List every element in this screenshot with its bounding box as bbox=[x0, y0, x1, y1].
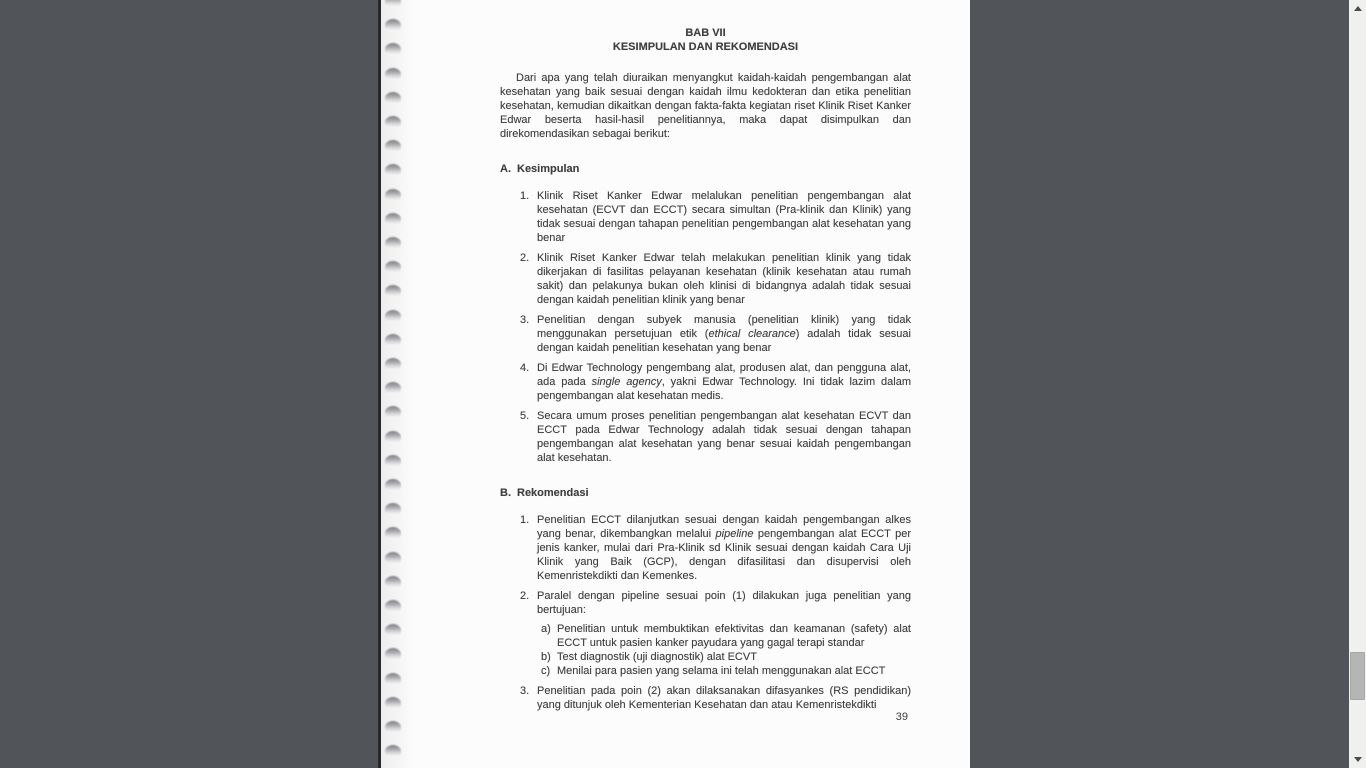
section-marker: B. bbox=[500, 487, 511, 499]
text: pengembangan alat ECCT per jenis kanker, mulai dari Pra-Klinik sd Klinik sesuai dengan kaidah Cara Uji Klinik yang Baik (GCP), dengan difasilitasi dan disupervisi oleh Kemenristekdikti dan Kemenkes. bbox=[537, 528, 912, 582]
document-page bbox=[378, 0, 970, 768]
list-item bbox=[520, 189, 911, 245]
item-marker: 3. bbox=[520, 314, 530, 326]
chapter-heading bbox=[500, 26, 911, 54]
section-items bbox=[520, 189, 911, 465]
binding-hole bbox=[385, 576, 401, 589]
binding-hole bbox=[385, 455, 401, 468]
binding-hole bbox=[385, 358, 401, 371]
binding-hole bbox=[385, 431, 401, 444]
section-marker: A. bbox=[500, 163, 511, 175]
italic-text: ethical clearance bbox=[708, 328, 796, 340]
sub-list-item bbox=[541, 622, 911, 650]
item-marker: 2. bbox=[520, 590, 530, 602]
text: Penelitian untuk membuktikan efektivitas dan keamanan (safety) alat ECCT untuk pasien kanker payudara yang gagal terapi standar bbox=[557, 623, 911, 649]
item-marker: 1. bbox=[520, 514, 530, 526]
text: ) adalah tidak sesuai dengan kaidah penelitian kesehatan yang benar bbox=[537, 328, 911, 354]
text: Test diagnostik (uji diagnostik) alat ECVT bbox=[557, 651, 757, 663]
page-content bbox=[500, 0, 911, 712]
item-text bbox=[537, 684, 911, 712]
binding-holes bbox=[381, 0, 411, 768]
italic-text: pipeline bbox=[715, 528, 754, 540]
binding-hole bbox=[385, 624, 401, 637]
binding-hole bbox=[385, 503, 401, 516]
sub-list bbox=[541, 622, 911, 678]
item-marker: 4. bbox=[520, 362, 530, 374]
sub-item-text bbox=[557, 650, 911, 664]
binding-hole bbox=[385, 285, 401, 298]
binding-hole bbox=[385, 479, 401, 492]
sections bbox=[500, 162, 911, 712]
item-marker: 3. bbox=[520, 685, 530, 697]
sub-item-text bbox=[557, 664, 911, 678]
binding-hole bbox=[385, 600, 401, 613]
triangle-up-icon bbox=[1354, 6, 1362, 11]
intro-paragraph: Dari apa yang telah diuraikan menyangkut kaidah-kaidah pengembangan alat kesehatan yang baik sesuai dengan kaidah ilmu kedokteran dan etika penelitian kesehatan, kemudian dikaitkan dengan fakta-fakta kegiatan riset Klinik Riset Kanker Edwar beserta hasil-hasil penelitiannya, maka dapat disimpulkan dan direkomendasikan sebagai berikut: bbox=[500, 72, 911, 140]
text: , yakni Edwar Technology. Ini tidak lazim dalam pengembangan alat kesehatan medis. bbox=[537, 376, 912, 402]
text: Di Edwar Technology pengembang alat, produsen alat, dan pengguna alat, ada pada bbox=[537, 362, 911, 388]
list-item bbox=[520, 251, 911, 307]
text: Klinik Riset Kanker Edwar telah melakukan penelitian klinik yang tidak dikerjakan di fasilitas pelayanan kesehatan (klinik kesehatan atau rumah sakit) dan pelakunya bukan oleh klinisi di bidangnya adalah tidak sesuai dengan kaidah penelitian klinik yang benar bbox=[537, 252, 911, 306]
binding-hole bbox=[385, 68, 401, 81]
sub-item-marker: a) bbox=[541, 623, 551, 635]
list-item bbox=[520, 684, 911, 712]
section-heading bbox=[500, 162, 911, 176]
binding-hole bbox=[385, 648, 401, 661]
item-text bbox=[537, 313, 911, 355]
binding-hole bbox=[385, 164, 401, 177]
section-title: Kesimpulan bbox=[517, 163, 580, 175]
list-item bbox=[520, 361, 911, 403]
binding-hole bbox=[385, 116, 401, 129]
text: Penelitian ECCT dilanjutkan sesuai dengan kaidah pengembangan alkes yang benar, dikembangkan melalui bbox=[537, 514, 911, 540]
text: Penelitian pada poin (2) akan dilaksanakan difasyankes (RS pendidikan) yang ditunjuk oleh Kementerian Kesehatan dan atau Kemenristekdikti bbox=[537, 685, 911, 711]
vertical-scrollbar[interactable] bbox=[1349, 0, 1366, 768]
item-text bbox=[537, 361, 911, 403]
list-item bbox=[520, 513, 911, 583]
binding-hole bbox=[385, 673, 401, 686]
item-marker: 1. bbox=[520, 190, 530, 202]
binding-hole bbox=[385, 382, 401, 395]
binding-hole bbox=[385, 189, 401, 202]
item-marker: 5. bbox=[520, 410, 530, 422]
binding-hole bbox=[385, 721, 401, 734]
list-item bbox=[520, 409, 911, 465]
binding-hole bbox=[385, 552, 401, 565]
binding-hole bbox=[385, 92, 401, 105]
scroll-down-button[interactable] bbox=[1349, 751, 1366, 768]
text: Menilai para pasien yang selama ini telah menggunakan alat ECCT bbox=[557, 665, 886, 677]
text: Paralel dengan pipeline sesuai poin (1) dilakukan juga penelitian yang bertujuan: bbox=[537, 590, 911, 616]
chapter-number: BAB VII bbox=[685, 27, 726, 39]
section-kesimpulan bbox=[500, 162, 911, 465]
text: Secara umum proses penelitian pengembangan alat kesehatan ECVT dan ECCT pada Edwar Technology adalah tidak sesuai dengan tahapan pengembangan alat kesehatan yang benar sesuai kaidah pengembangan alat kesehatan. bbox=[537, 410, 911, 464]
binding-hole bbox=[385, 0, 401, 8]
section-heading bbox=[500, 486, 911, 500]
triangle-down-icon bbox=[1354, 757, 1362, 762]
binding-hole bbox=[385, 237, 401, 250]
binding-hole bbox=[385, 43, 401, 56]
text: Penelitian dengan subyek manusia (penelitian klinik) yang tidak menggunakan persetujuan etik ( bbox=[537, 314, 911, 340]
binding-hole bbox=[385, 697, 401, 710]
binding-hole bbox=[385, 334, 401, 347]
binding-hole bbox=[385, 527, 401, 540]
binding-hole bbox=[385, 140, 401, 153]
item-marker: 2. bbox=[520, 252, 530, 264]
binding-hole bbox=[385, 310, 401, 323]
italic-text: single agency bbox=[591, 376, 662, 388]
sub-item-marker: c) bbox=[541, 665, 551, 677]
binding-hole bbox=[385, 406, 401, 419]
sub-item-marker: b) bbox=[541, 651, 551, 663]
scroll-up-button[interactable] bbox=[1349, 0, 1366, 17]
item-text bbox=[537, 589, 911, 678]
sub-item-text bbox=[557, 622, 911, 650]
section-title: Rekomendasi bbox=[517, 487, 589, 499]
binding-hole bbox=[385, 745, 401, 758]
binding-hole bbox=[385, 19, 401, 32]
binding-hole bbox=[385, 213, 401, 226]
list-item bbox=[520, 589, 911, 678]
sub-list-item bbox=[541, 664, 911, 678]
page-number: 39 bbox=[895, 711, 908, 723]
section-rekomendasi bbox=[500, 486, 911, 712]
scrollbar-thumb[interactable] bbox=[1350, 652, 1365, 700]
item-text bbox=[537, 409, 911, 465]
chapter-title: KESIMPULAN DAN REKOMENDASI bbox=[612, 41, 799, 53]
binding-hole bbox=[385, 261, 401, 274]
item-text bbox=[537, 251, 911, 307]
item-text bbox=[537, 189, 911, 245]
sub-list-item bbox=[541, 650, 911, 664]
text: Klinik Riset Kanker Edwar melalukan penelitian pengembangan alat kesehatan (ECVT dan ECCT) secara simultan (Pra-klinik dan Klinik) yang tidak sesuai dengan tahapan penelitian pengembangan alat kesehatan yang benar bbox=[537, 190, 911, 244]
list-item bbox=[520, 313, 911, 355]
section-items bbox=[520, 513, 911, 712]
item-text bbox=[537, 513, 911, 583]
